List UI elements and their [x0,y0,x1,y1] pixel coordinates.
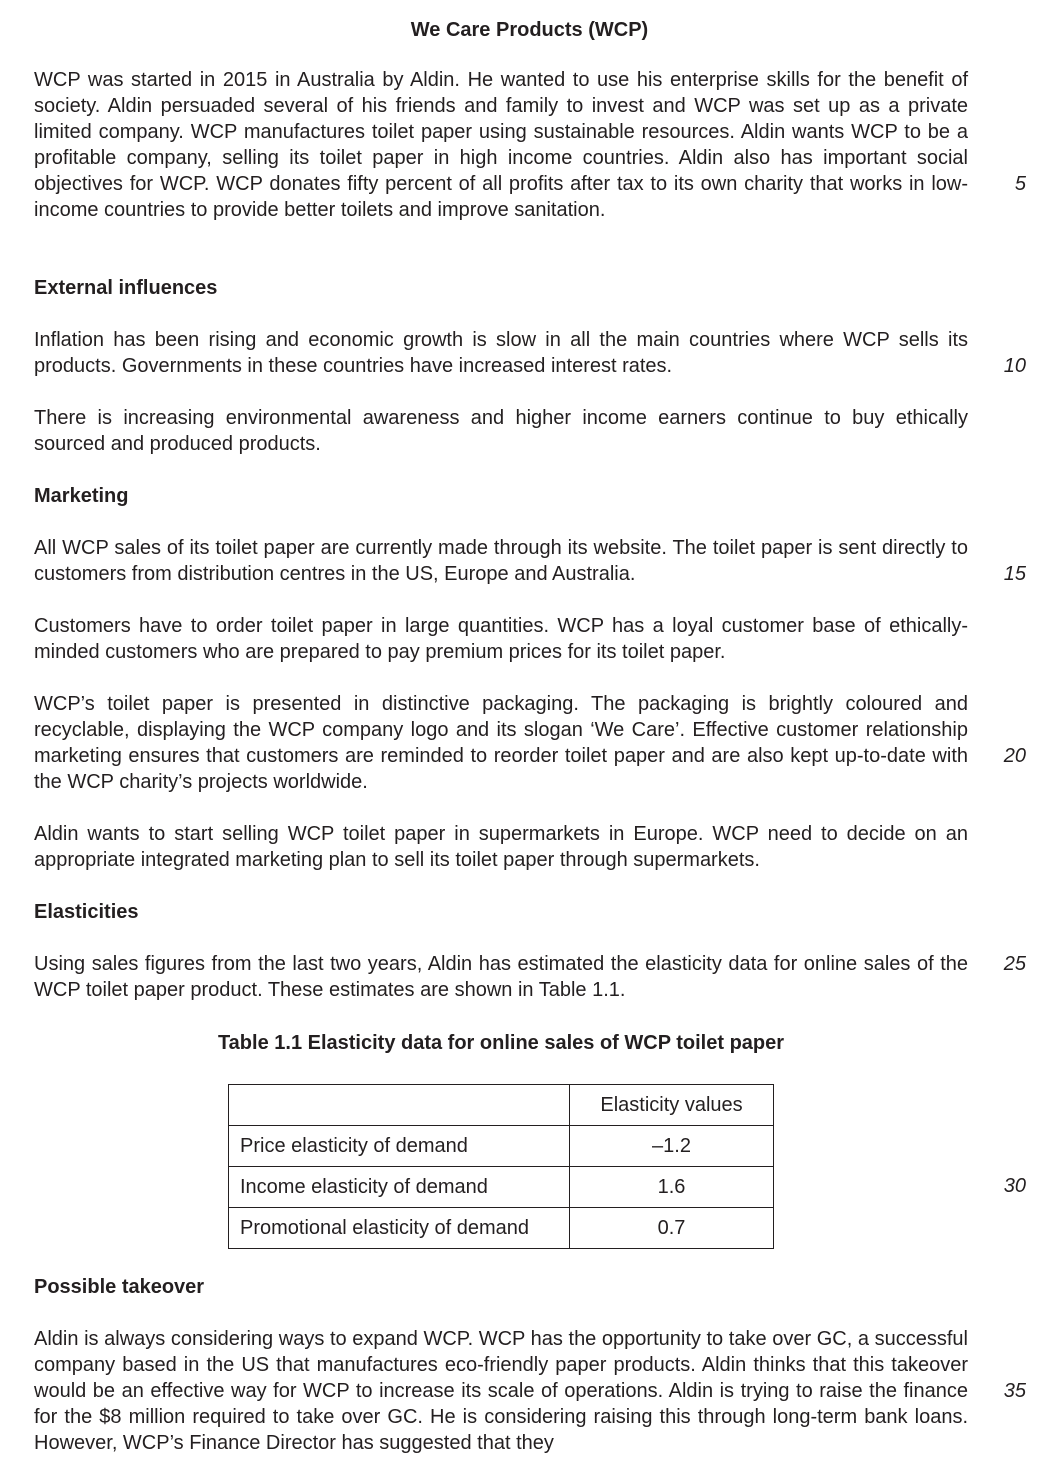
table-header-cell [229,1085,570,1126]
table-row [229,1167,774,1208]
line-number: 10 [1003,355,1026,377]
elasticities-paragraph: Using sales figures from the last two years, Aldin has estimated the elasticity data for online sales of the WCP toilet paper product. These estimates are shown in Table 1.1. [34,953,968,1001]
line-number: 15 [1003,563,1026,585]
marketing-heading: Marketing [34,485,129,507]
external-paragraph-1: Inflation has been rising and economic growth is slow in all the main countries where WCP sells its products. Governments in these countries have increased interest rates. [34,329,968,377]
table-header-cell: Elasticity values [570,1085,774,1126]
marketing-paragraph-3: WCP’s toilet paper is presented in distinctive packaging. The packaging is brightly coloured and recyclable, displaying the WCP company logo and its slogan ‘We Care’. Effective customer relationship marketing ensures that customers are reminded to reorder toilet paper and are also kept up-to-date with the WCP charity’s projects worldwide. [34,693,968,793]
table-row-value: –1.2 [570,1126,774,1167]
elasticity-table [228,1084,774,1249]
external-paragraph-2: There is increasing environmental awareness and higher income earners continue to buy ethically sourced and produced products. [34,407,968,455]
line-number: 5 [1014,173,1026,195]
table-row-label: Income elasticity of demand [229,1167,570,1208]
line-number: 35 [1003,1380,1026,1402]
table-row-value: 1.6 [570,1167,774,1208]
marketing-paragraph-1: All WCP sales of its toilet paper are currently made through its website. The toilet paper is sent directly to customers from distribution centres in the US, Europe and Australia. [34,537,968,585]
elasticities-heading: Elasticities [34,901,139,923]
line-number: 20 [1003,745,1026,767]
takeover-paragraph: Aldin is always considering ways to expand WCP. WCP has the opportunity to take over GC, a successful company based in the US that manufactures eco-friendly paper products. Aldin thinks that this takeover would be an effective way for WCP to increase its scale of operations. Aldin is trying to raise the finance for the $8 million required to take over GC. He is considering raising this through long-term bank loans. However, WCP’s Finance Director has suggested that they [34,1328,968,1454]
table-row [229,1208,774,1249]
line-number: 30 [1003,1175,1026,1197]
document-title: We Care Products (WCP) [410,19,649,41]
table-row-value: 0.7 [570,1208,774,1249]
intro-paragraph: WCP was started in 2015 in Australia by Aldin. He wanted to use his enterprise skills for the benefit of society. Aldin persuaded several of his friends and family to invest and WCP was set up as a private limited company. WCP manufactures toilet paper using sustainable resources. Aldin wants WCP to be a profitable company, selling its toilet paper in high income countries. Aldin also has important social objectives for WCP. WCP donates fifty percent of all profits after tax to its own charity that works in low-income countries to provide better toilets and improve sanitation. [34,69,968,221]
external-influences-heading: External influences [34,277,218,299]
marketing-paragraph-4: Aldin wants to start selling WCP toilet paper in supermarkets in Europe. WCP need to decide on an appropriate integrated marketing plan to sell its toilet paper through supermarkets. [34,823,968,871]
table-row [229,1126,774,1167]
marketing-paragraph-2: Customers have to order toilet paper in large quantities. WCP has a loyal customer base of ethically-minded customers who are prepared to pay premium prices for its toilet paper. [34,615,968,663]
table-header-row [229,1085,774,1126]
table-caption: Table 1.1 Elasticity data for online sales of WCP toilet paper [217,1032,785,1054]
table-row-label: Promotional elasticity of demand [229,1208,570,1249]
possible-takeover-heading: Possible takeover [34,1276,205,1298]
table-row-label: Price elasticity of demand [229,1126,570,1167]
line-number: 25 [1003,953,1026,975]
